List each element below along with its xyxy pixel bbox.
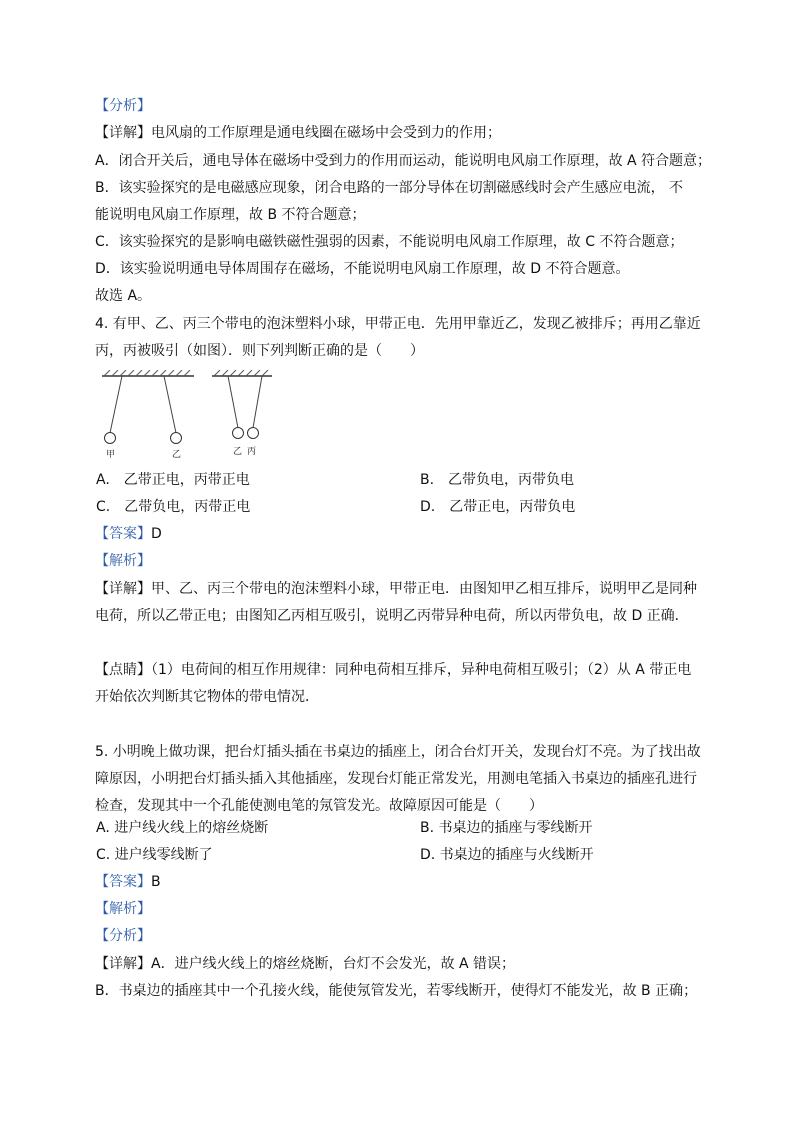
label-bing: 丙 — [247, 447, 257, 457]
question5-stem-line2: 障原因，小明把台灯插头插入其他插座，发现台灯能正常发光，用测电笔插入书桌边的插座孔进行 — [95, 771, 697, 787]
answer-value: D — [151, 526, 162, 542]
question4-option-d: D. 乙带正电，丙带负电 — [420, 499, 576, 515]
jia-ball — [105, 433, 116, 444]
conclusion: 故选 A。 — [95, 288, 152, 304]
answer-value: B — [151, 874, 161, 890]
question5-stem-line1: 5. 小明晚上做功课，把台灯插头插在书桌边的插座上，闭合台灯开关，发现台灯不亮。为了找出故 — [95, 744, 701, 760]
question4-stem-line2: 丙，丙被吸引（如图）．则下列判断正确的是（ ） — [95, 343, 424, 359]
detail-line — [95, 123, 501, 143]
question4-detail-line1: 【详解】甲、乙、丙三个带电的泡沫塑料小球，甲带正电．由图知甲乙相互排斥，说明甲乙是同种 — [95, 581, 697, 597]
yi2-ball — [233, 428, 244, 439]
option-explanation-a: A．闭合开关后，通电导体在磁场中受到力的作用而运动，能说明电风扇工作原理，故 A 符合题意； — [95, 153, 712, 169]
question4-stem-line1: 4. 有甲、乙、丙三个带电的泡沫塑料小球，甲带正电．先用甲靠近乙，发现乙被排斥；再用乙靠近 — [95, 316, 701, 332]
question5-analysis-label: 【分析】 — [95, 928, 151, 944]
question5-stem-line3: 检查，发现其中一个孔能使测电笔的氖管发光。故障原因可能是（ ） — [95, 798, 543, 814]
answer-label: 【答案】 — [95, 874, 151, 890]
question5-option-c: C. 进户线零线断了 — [96, 847, 213, 863]
option-explanation-b: B．该实验探究的是电磁感应现象，闭合电路的一部分导体在切割磁感线时会产生感应电流， 不 — [95, 180, 684, 196]
question5-detail-line1: 【详解】A．进户线火线上的熔丝烧断，台灯不会发光，故 A 错误； — [95, 956, 516, 972]
question5-option-a: A. 进户线火线上的熔丝烧断 — [96, 820, 269, 836]
pendulum-figure — [96, 370, 279, 462]
answer-label: 【答案】 — [95, 526, 151, 542]
question5-option-d: D. 书桌边的插座与火线断开 — [420, 847, 594, 863]
question4-jiexi-label: 【解析】 — [95, 553, 151, 569]
bing-ball — [248, 428, 259, 439]
option-explanation-d: D．该实验说明通电导体周围存在磁场，不能说明电风扇工作原理，故 D 不符合题意。 — [95, 261, 630, 277]
question4-option-a: A. 乙带正电，丙带正电 — [96, 472, 250, 488]
option-explanation-b-cont: 能说明电风扇工作原理，故 B 不符合题意； — [95, 207, 366, 223]
question4-dianjing-line1: 【点睛】（1）电荷间的相互作用规律：同种电荷相互排斥，异种电荷相互吸引；（2）从 A 带正电 — [95, 662, 692, 678]
question4-option-c: C. 乙带负电，丙带正电 — [96, 499, 251, 515]
analysis-label: 【分析】 — [95, 98, 151, 114]
question5-option-b: B. 书桌边的插座与零线断开 — [420, 820, 593, 836]
question5-jiexi-label: 【解析】 — [95, 901, 151, 917]
label-yi: 乙 — [172, 450, 182, 460]
option-explanation-c: C．该实验探究的是影响电磁铁磁性强弱的因素，不能说明电风扇工作原理，故 C 不符合题意； — [95, 234, 684, 250]
question4-detail-line2: 电荷，所以乙带正电；由图知乙丙相互吸引，说明乙丙带异种电荷，所以丙带负电，故 D 正确． — [95, 608, 689, 624]
question4-option-b: B. 乙带负电，丙带负电 — [420, 472, 575, 488]
detail-text: 【详解】电风扇的工作原理是通电线圈在磁场中会受到力的作用； — [95, 125, 501, 141]
question5-detail-line2: B．书桌边的插座其中一个孔接火线，能使氖管发光，若零线断开，使得灯不能发光，故 B 正确； — [95, 983, 698, 999]
yi-ball — [171, 433, 182, 444]
question4-dianjing-line2: 开始依次判断其它物体的带电情况． — [95, 689, 319, 705]
label-yi2: 乙 — [233, 447, 243, 457]
question5-answer — [95, 872, 161, 892]
question4-answer — [95, 524, 162, 544]
label-jia: 甲 — [106, 450, 116, 460]
